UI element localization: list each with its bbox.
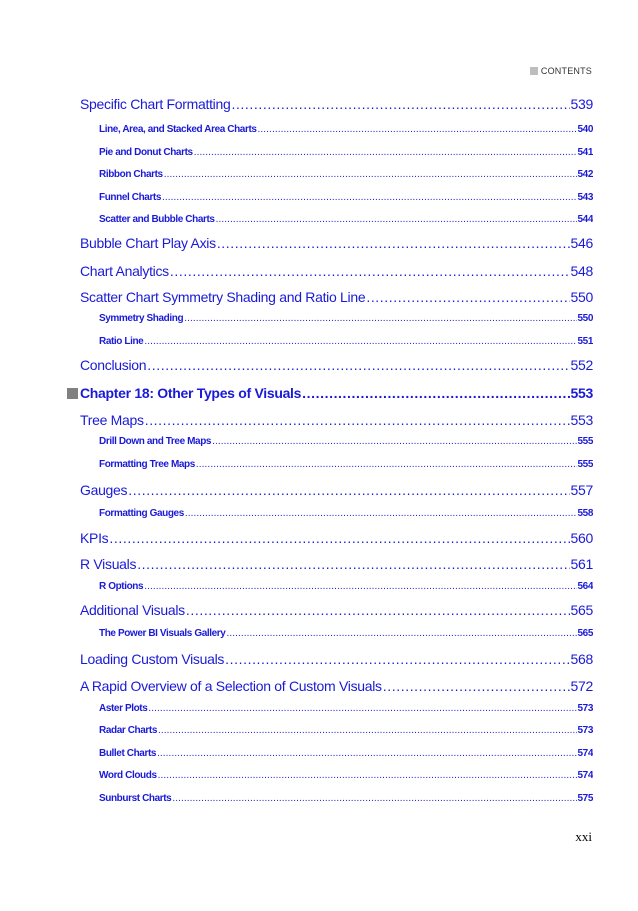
toc-entry-loading-custom-visuals[interactable]: Loading Custom Visuals ..... 568 [80, 651, 593, 667]
toc-entry-rapid-overview[interactable]: A Rapid Overview of a Selection of Custom Visuals ..... 572 [80, 678, 593, 694]
toc-entry-radar-charts[interactable]: Radar Charts ..... 573 [99, 725, 593, 736]
toc-entry-line-area-stacked[interactable]: Line, Area, and Stacked Area Charts ..... 540 [99, 124, 593, 135]
toc-entry-ribbon-charts[interactable]: Ribbon Charts ..... 542 [99, 169, 593, 180]
toc-entry-chart-analytics[interactable]: Chart Analytics ..... 548 [80, 263, 593, 279]
toc-entry-pie-donut[interactable]: Pie and Donut Charts ..... 541 [99, 147, 593, 158]
header-label: CONTENTS [540, 66, 592, 76]
toc-entry-kpis[interactable]: KPIs ..... 560 [80, 530, 593, 546]
toc-entry-bullet-charts[interactable]: Bullet Charts ..... 574 [99, 748, 593, 759]
header-square-icon [530, 67, 538, 75]
toc-entry-conclusion[interactable]: Conclusion ..... 552 [80, 357, 593, 373]
toc-entry-specific-chart-formatting[interactable]: Specific Chart Formatting ..... 539 [80, 96, 593, 112]
toc-entry-symmetry-shading[interactable]: Symmetry Shading ..... 550 [99, 313, 593, 324]
toc-entry-sunburst-charts[interactable]: Sunburst Charts ..... 575 [99, 793, 593, 804]
toc-entry-scatter-bubble[interactable]: Scatter and Bubble Charts ..... 544 [99, 214, 593, 225]
running-header [530, 66, 592, 76]
toc-entry-ratio-line[interactable]: Ratio Line ..... 551 [99, 336, 593, 347]
toc-entry-bubble-play-axis[interactable]: Bubble Chart Play Axis ..... 546 [80, 235, 593, 251]
toc-entry-r-options[interactable]: R Options ..... 564 [99, 581, 593, 592]
toc-entry-tree-maps[interactable]: Tree Maps ..... 553 [80, 412, 593, 428]
toc-entry-r-visuals[interactable]: R Visuals ..... 561 [80, 556, 593, 572]
toc-chapter-18[interactable]: Chapter 18: Other Types of Visuals ..... 553 [80, 385, 593, 401]
chapter-marker-icon [67, 388, 78, 399]
page-number: xxi [575, 829, 592, 844]
toc-entry-power-bi-gallery[interactable]: The Power BI Visuals Gallery ..... 565 [99, 628, 593, 639]
toc-entry-formatting-gauges[interactable]: Formatting Gauges ..... 558 [99, 508, 593, 519]
toc-entry-formatting-tree-maps[interactable]: Formatting Tree Maps ..... 555 [99, 459, 593, 470]
toc-entry-scatter-symmetry[interactable]: Scatter Chart Symmetry Shading and Ratio Line ..... 550 [80, 289, 593, 305]
toc-entry-gauges[interactable]: Gauges ..... 557 [80, 482, 593, 498]
toc-entry-word-clouds[interactable]: Word Clouds ..... 574 [99, 770, 593, 781]
toc-entry-additional-visuals[interactable]: Additional Visuals ..... 565 [80, 602, 593, 618]
toc-entry-drill-down-tree-maps[interactable]: Drill Down and Tree Maps ..... 555 [99, 436, 593, 447]
toc-entry-aster-plots[interactable]: Aster Plots ..... 573 [99, 703, 593, 714]
toc-entry-funnel-charts[interactable]: Funnel Charts ..... 543 [99, 192, 593, 203]
